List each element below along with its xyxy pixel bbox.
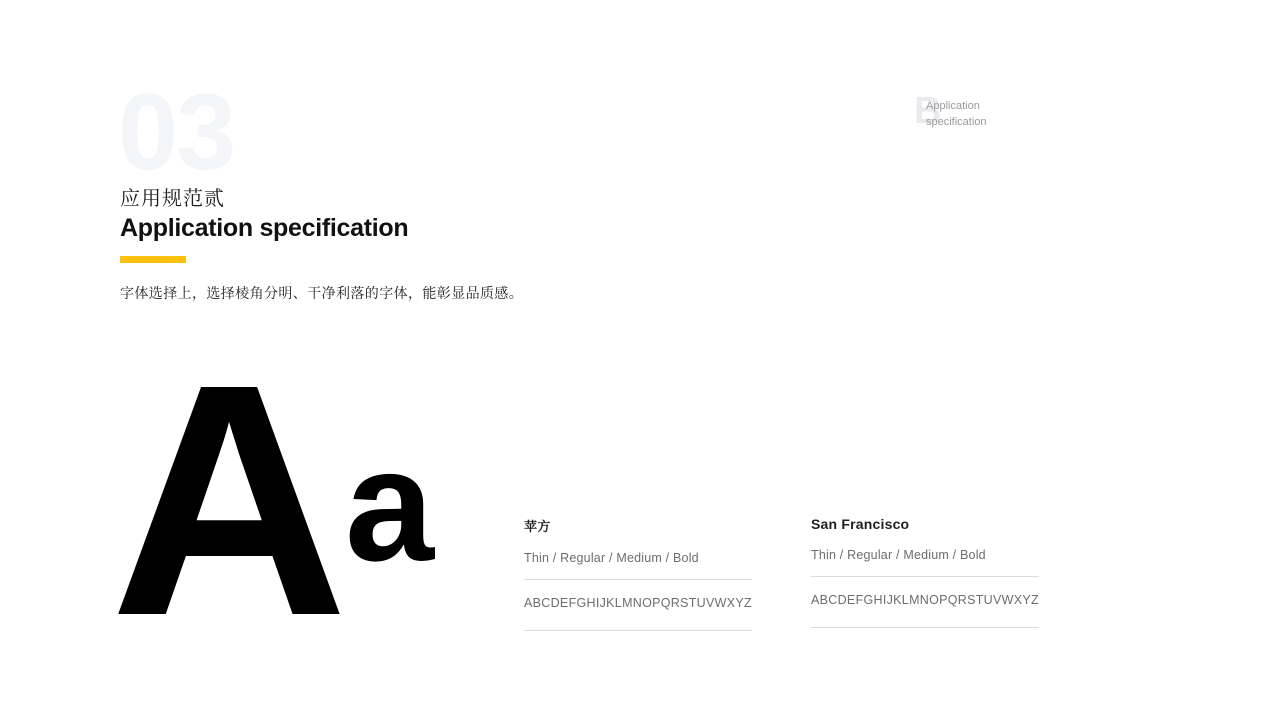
watermark-letter: B — [914, 90, 942, 132]
font-spec-card-1 — [524, 516, 752, 631]
watermark-caption-line2: specification — [926, 116, 987, 128]
page-title-cn: 应用规范贰 — [120, 188, 225, 210]
font-alphabet: ABCDEFGHIJKLMNOPQRSTUVWXYZ — [524, 580, 752, 631]
font-weights: Thin / Regular / Medium / Bold — [524, 551, 752, 580]
font-spec-card-2 — [811, 516, 1039, 628]
font-name: San Francisco — [811, 516, 910, 532]
font-alphabet: ABCDEFGHIJKLMNOPQRSTUVWXYZ — [811, 577, 1039, 628]
type-specimen — [110, 315, 450, 684]
specimen-lowercase: a — [345, 415, 434, 594]
page-title-en: Application specification — [120, 214, 409, 242]
watermark-caption — [926, 98, 987, 130]
font-weights: Thin / Regular / Medium / Bold — [811, 548, 1039, 577]
watermark-caption-line1: Application — [926, 100, 980, 112]
accent-bar — [120, 256, 186, 263]
font-name: 苹方 — [524, 519, 551, 534]
description-text: 字体选择上，选择棱角分明、干净利落的字体，能彰显品质感。 — [120, 285, 524, 301]
section-number: 03 — [118, 71, 235, 192]
specimen-uppercase: A — [110, 315, 333, 684]
watermark — [914, 92, 1034, 134]
